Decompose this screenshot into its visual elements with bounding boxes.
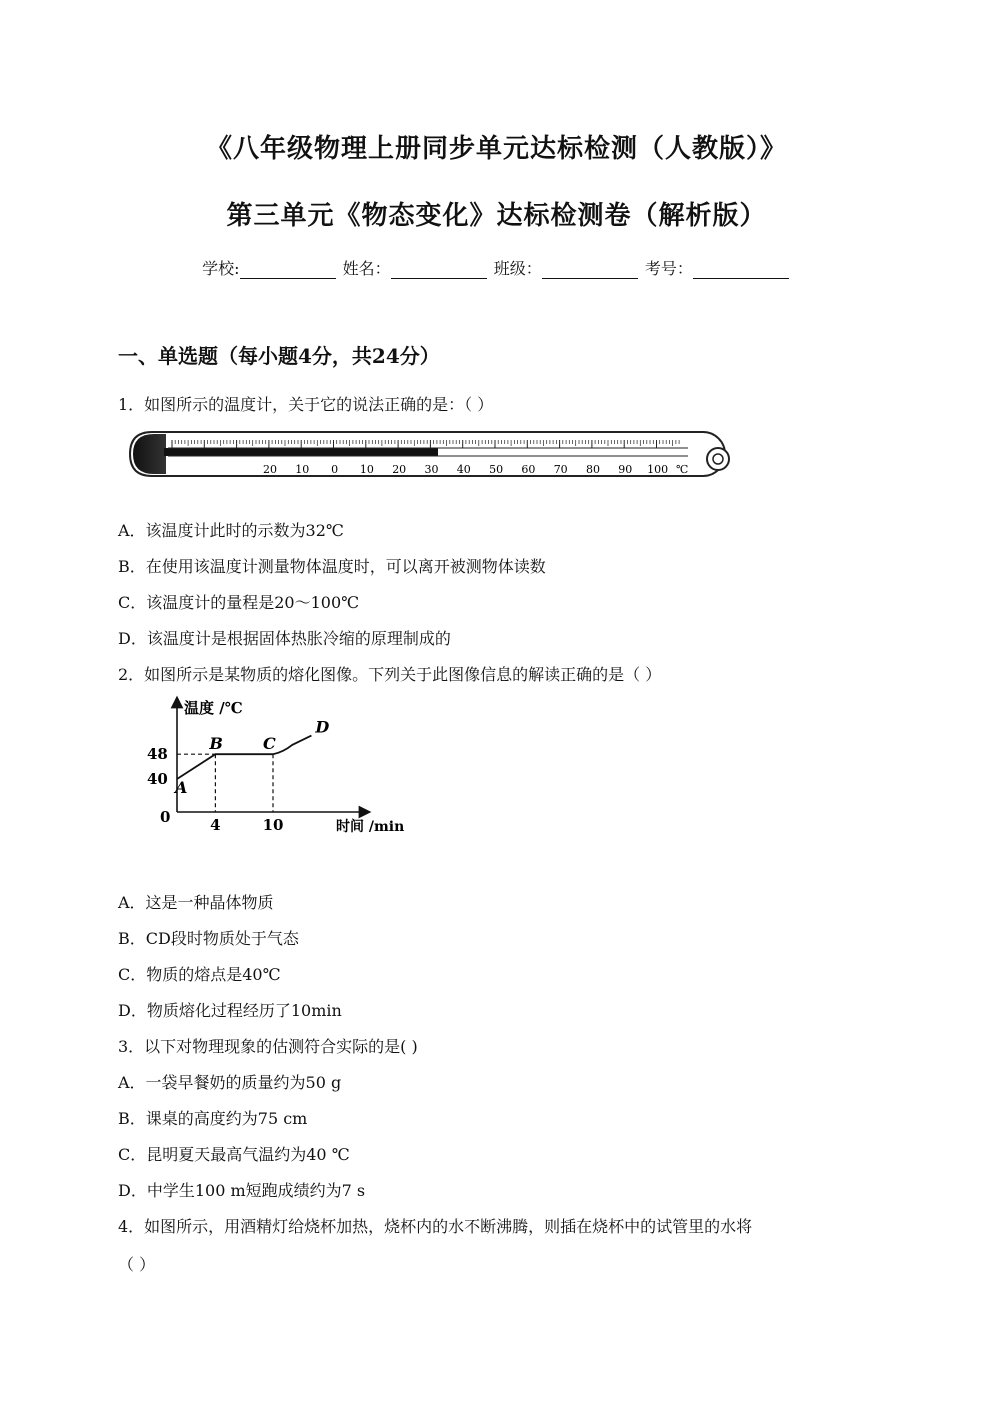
x-tick-label: 10 xyxy=(262,816,284,834)
melting-graph xyxy=(140,694,440,844)
q2-option-a: A．这是一种晶体物质 xyxy=(118,893,274,912)
melting-curve xyxy=(177,736,311,779)
q2-stem: 2．如图所示是某物质的熔化图像。下列关于此图像信息的解读正确的是（ ） xyxy=(118,665,662,684)
thermometer-tick-label: 100 xyxy=(647,463,669,476)
thermometer-tick-label: 90 xyxy=(618,463,633,476)
thermometer-tick-label: 30 xyxy=(424,463,439,476)
name-label: 姓名： xyxy=(342,259,391,278)
q1-option-b: B．在使用该温度计测量物体温度时，可以离开被测物体读数 xyxy=(118,557,546,576)
thermometer-bulb xyxy=(133,434,166,474)
number-blank[interactable] xyxy=(693,262,789,279)
point-label-c: C xyxy=(263,734,276,754)
q2-option-b: B．CD段时物质处于气态 xyxy=(118,929,299,948)
number-label: 考号： xyxy=(644,259,693,278)
y-axis-label: 温度 /℃ xyxy=(184,699,243,717)
thermometer-tick-label: 50 xyxy=(489,463,504,476)
y-tick-label: 40 xyxy=(147,770,168,788)
class-label: 班级： xyxy=(493,259,542,278)
q1-option-c: C．该温度计的量程是20～100℃ xyxy=(118,593,360,612)
graph-point-labels xyxy=(173,718,329,797)
q2-option-d: D．物质熔化过程经历了10min xyxy=(118,1001,342,1020)
thermometer-tick-label: 70 xyxy=(553,463,568,476)
q3-option-c: C．昆明夏天最高气温约为40 ℃ xyxy=(118,1145,350,1164)
school-label: 学校: xyxy=(202,259,240,278)
thermometer-tick-label: 60 xyxy=(521,463,536,476)
thermometer-tick-label: 40 xyxy=(456,463,471,476)
q3-option-a: A．一袋早餐奶的质量约为50 g xyxy=(118,1073,342,1092)
thermometer-hang-hole xyxy=(713,454,723,464)
thermometer-tick-label: 10 xyxy=(295,463,310,476)
q4-stem-cont: （ ） xyxy=(118,1255,156,1274)
thermometer-tick-label: 20 xyxy=(263,463,277,476)
sub-title: 第三单元《物态变化》达标检测卷（解析版） xyxy=(226,201,767,231)
student-info-row xyxy=(0,256,993,279)
class-blank[interactable] xyxy=(542,262,638,279)
q1-option-d: D．该温度计是根据固体热胀冷缩的原理制成的 xyxy=(118,629,451,648)
x-axis-label: 时间 /min xyxy=(336,819,405,835)
q2-option-c: C．物质的熔点是40℃ xyxy=(118,965,281,984)
thermometer-tick-label: 20 xyxy=(392,463,407,476)
thermometer-figure xyxy=(128,428,730,484)
thermometer-unit: ℃ xyxy=(676,463,689,476)
q3-option-d: D．中学生100 m短跑成绩约为7 s xyxy=(118,1181,366,1200)
point-label-a: A xyxy=(175,778,188,797)
q3-option-b: B．课桌的高度约为75 cm xyxy=(118,1109,308,1128)
q4-stem: 4．如图所示，用酒精灯给烧杯加热，烧杯内的水不断沸腾，则插在烧杯中的试管里的水将 xyxy=(118,1217,753,1236)
name-blank[interactable] xyxy=(391,262,487,279)
section-heading: 一、单选题（每小题4分，共24分） xyxy=(118,344,440,368)
point-label-b: B xyxy=(209,734,223,754)
liquid-column xyxy=(164,448,438,456)
graph-guide-lines xyxy=(177,754,273,812)
origin-label: 0 xyxy=(160,808,171,826)
point-label-d: D xyxy=(315,717,330,737)
thermometer-tick-label: 80 xyxy=(586,463,600,476)
q3-stem: 3．以下对物理现象的估测符合实际的是( ) xyxy=(118,1037,418,1056)
y-tick-label: 48 xyxy=(147,745,168,764)
school-blank[interactable] xyxy=(240,262,336,279)
x-tick-label: 4 xyxy=(210,816,221,834)
q1-stem: 1．如图所示的温度计，关于它的说法正确的是：（ ） xyxy=(118,395,494,414)
thermometer-tick-label: 0 xyxy=(331,463,339,476)
thermometer-tick-label: 10 xyxy=(359,463,374,476)
main-title: 《八年级物理上册同步单元达标检测（人教版）》 xyxy=(205,134,787,164)
q1-option-a: A．该温度计此时的示数为32℃ xyxy=(118,521,344,540)
